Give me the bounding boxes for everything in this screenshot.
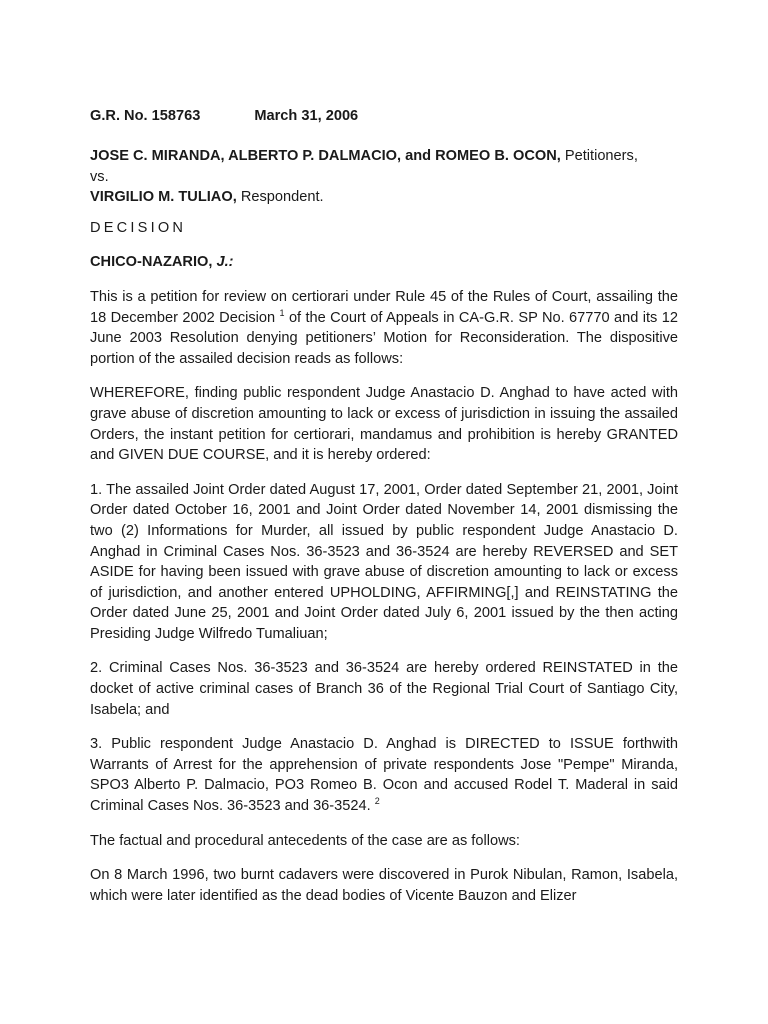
ponente-title: J.: <box>216 254 234 271</box>
footnote-ref-2[interactable]: 2 <box>374 796 380 807</box>
gr-number: G.R. No. 158763 <box>90 108 201 124</box>
case-header <box>90 106 678 126</box>
petitioners-line <box>90 146 678 167</box>
paragraph-wherefore: WHEREFORE, finding public respondent Judge Anastacio D. Anghad to have acted with grave abuse of discretion amounting to lack or excess of jurisdiction in issuing the assailed Orders, the instant petition for certiorari, mandamus and prohibition is hereby GRANTED and GIVEN DUE COURSE, and it is hereby ordered: <box>90 385 678 464</box>
decision-document <box>90 106 678 906</box>
petitioners-names: JOSE C. MIRANDA, ALBERTO P. DALMACIO, and ROMEO B. OCON, <box>90 148 561 164</box>
decision-date: March 31, 2006 <box>254 108 359 124</box>
paragraph-facts: On 8 March 1996, two burnt cadavers were discovered in Purok Nibulan, Ramon, Isabela, which were later identified as the dead bodies of Vicente Bauzon and Elizer <box>90 867 678 904</box>
paragraph-order-3 <box>90 734 678 816</box>
case-parties <box>90 146 678 208</box>
ponente <box>90 252 678 273</box>
paragraph-order-3-text: 3. Public respondent Judge Anastacio D. Anghad is DIRECTED to ISSUE forthwith Warrants of Arrest for the apprehension of private respondents Jose "Pempe" Miranda, SPO3 Alberto P. Dalmacio, PO3 Romeo B. Ocon and accused Rodel T. Maderal in said Criminal Cases Nos. 36-3523 and 36-3524. <box>90 736 678 815</box>
decision-heading: DECISION <box>90 219 187 236</box>
paragraph-antecedents: The factual and procedural antecedents of the case are as follows: <box>90 832 520 849</box>
ponente-name: CHICO-NAZARIO, <box>90 254 213 271</box>
petitioners-label: Petitioners, <box>564 148 638 164</box>
paragraph-intro-text-a: This is a petition for review on certiorari under Rule 45 of the Rules of Court, assailing the 18 December 2002 Decision <box>90 288 678 326</box>
respondent-label: Respondent. <box>240 189 324 206</box>
footnote-ref-1[interactable]: 1 <box>279 307 285 318</box>
paragraph-intro <box>90 287 678 369</box>
paragraph-intro-text-b: of the Court of Appeals in CA-G.R. SP No. 67770 and its 12 June 2003 Resolution denying petitioners’ Motion for Reconsideration. The dispositive portion of the assailed decision reads as follows: <box>90 309 678 367</box>
respondent-name: VIRGILIO M. TULIAO, <box>90 189 237 206</box>
paragraph-order-2: 2. Criminal Cases Nos. 36-3523 and 36-3524 are hereby ordered REINSTATED in the docket of active criminal cases of Branch 36 of the Regional Trial Court of Santiago City, Isabela; and <box>90 660 678 718</box>
respondent-line <box>90 187 678 208</box>
versus-text: vs. <box>90 168 109 185</box>
paragraph-order-1: 1. The assailed Joint Order dated August 17, 2001, Order dated September 21, 2001, Joint Order dated October 16, 2001 and Joint Order dated November 14, 2001 dismissing the two (2) Informations for Murder, all issued by public respondent Judge Anastacio D. Anghad in Criminal Cases Nos. 36-3523 and 36-3524 are hereby REVERSED and SET ASIDE for having been issued with grave abuse of discretion amounting to lack or excess of jurisdiction, and another entered UPHOLDING, AFFIRMING[,] and REINSTATING the Order dated June 25, 2001 and Joint Order dated July 6, 2001 issued by the then acting Presiding Judge Wilfredo Tumaliuan; <box>90 481 678 642</box>
